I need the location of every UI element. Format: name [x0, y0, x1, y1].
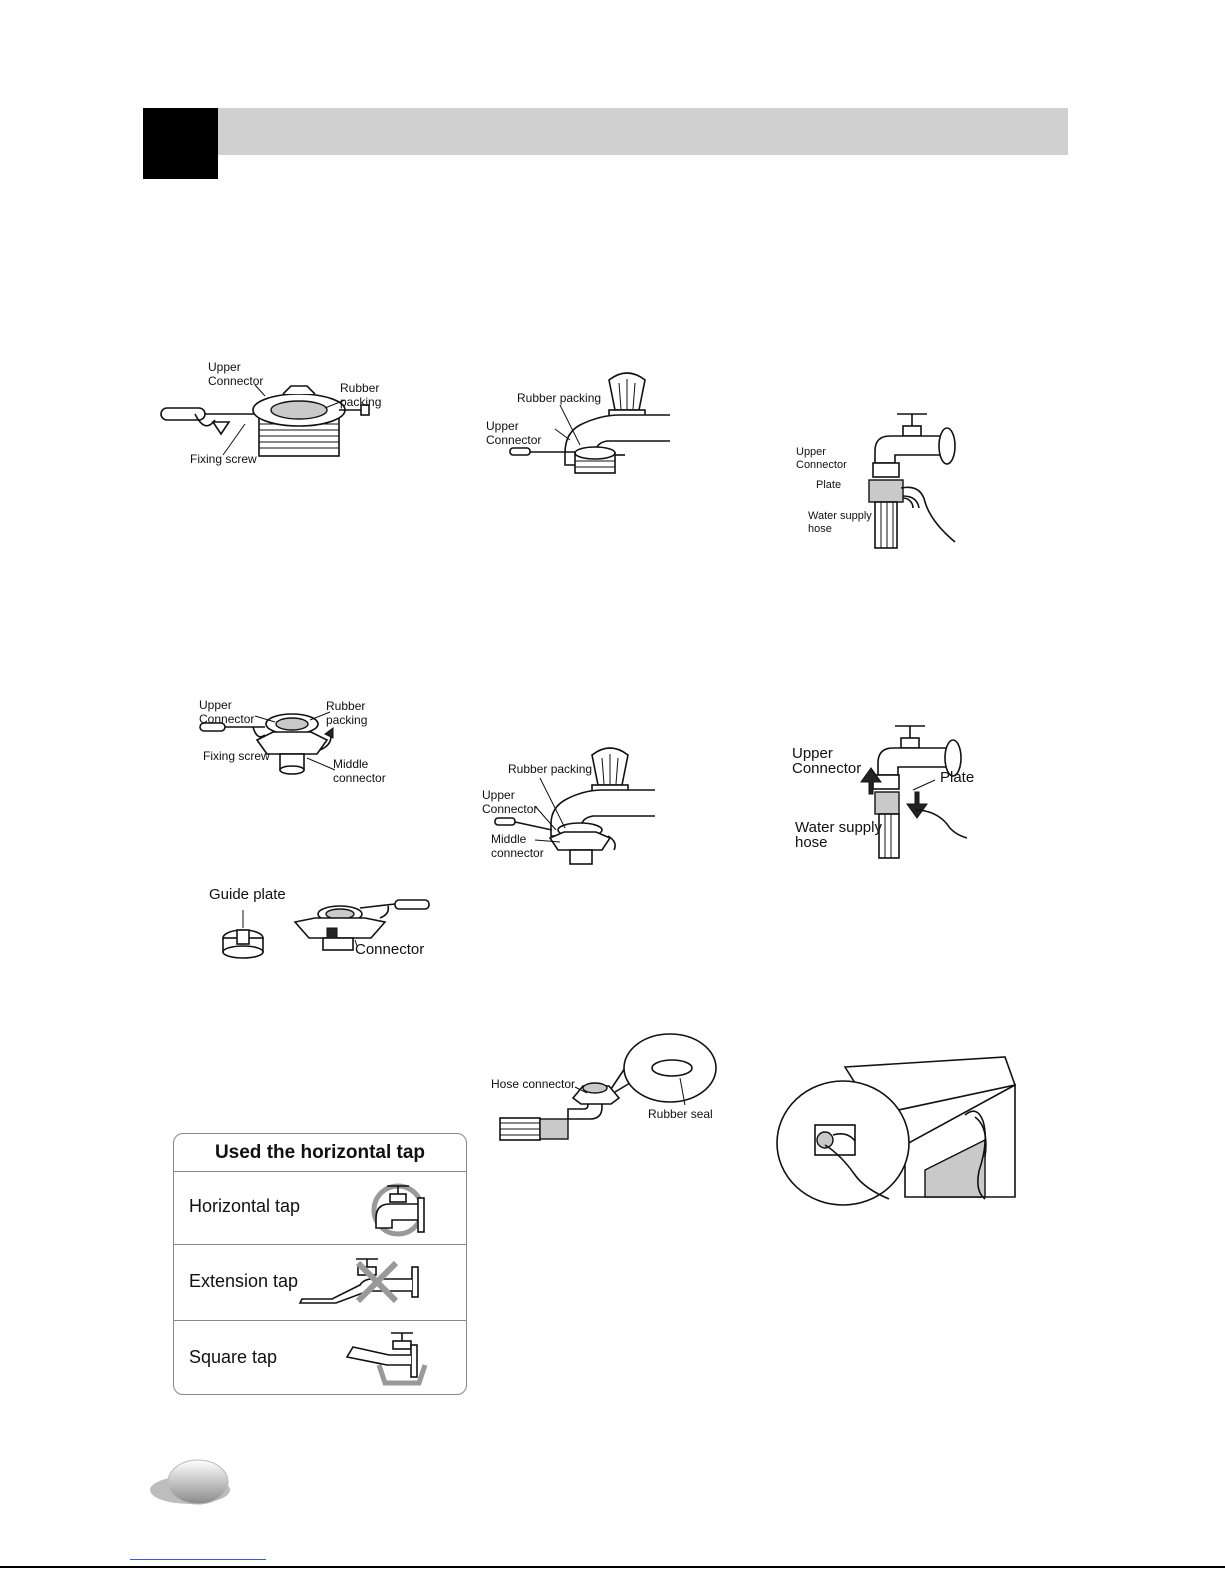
extension-tap-icon — [296, 1253, 436, 1315]
page-number-tab — [150, 1458, 232, 1508]
section-number-block — [143, 108, 218, 179]
label-fixing-screw: Fixing screw — [190, 452, 257, 466]
label-hose-connector: Hose connector — [491, 1077, 576, 1091]
label-rubber-seal: Rubber seal — [648, 1107, 713, 1121]
label-connector-7: Connector — [355, 941, 425, 958]
diagram-washer-rear — [775, 1055, 1020, 1200]
label-rubber-packing-2: Rubber packing — [517, 391, 602, 405]
tap-type-table — [173, 1133, 467, 1395]
label-rubber-packing-5: Rubber packing — [508, 762, 593, 776]
horizontal-tap-icon — [352, 1180, 442, 1240]
label-middle-connector-5: Middle connector — [491, 832, 544, 860]
label-rubber-packing-4: Rubber packing — [326, 699, 368, 727]
label-rubber-packing: Rubber packing — [340, 381, 382, 409]
tap-table-title: Used the horizontal tap — [174, 1134, 466, 1172]
label-plate: Plate — [816, 479, 842, 491]
tap-row-extension — [174, 1245, 466, 1321]
label-upper-connector-2: Upper Connector — [486, 419, 542, 447]
label-middle-connector-4: Middle connector — [333, 757, 386, 785]
label-upper-connector-5: Upper Connector — [482, 788, 538, 816]
section-header-bar — [143, 108, 1068, 155]
label-fixing-screw-4: Fixing screw — [203, 749, 270, 763]
tap-row-label: Horizontal tap — [189, 1196, 301, 1216]
label-guide-plate: Guide plate — [209, 886, 286, 903]
tap-row-label: Square tap — [189, 1347, 278, 1367]
label-plate-6: Plate — [940, 769, 975, 786]
label-upper-connector: Upper Connector — [208, 360, 264, 388]
label-water-supply-hose: Water supply hose — [808, 510, 872, 535]
tap-row-square — [174, 1321, 466, 1393]
footer-rule — [0, 1566, 1225, 1568]
label-upper-connector-4: Upper Connector — [199, 698, 255, 726]
label-upper-connector-6: Upper Connector — [792, 745, 862, 777]
tap-row-label: Extension tap — [189, 1271, 299, 1291]
label-water-supply-hose-6: Water supply hose — [795, 819, 882, 851]
label-upper-connector-3: Upper Connector — [796, 446, 847, 471]
footer-accent-line — [130, 1559, 266, 1560]
square-tap-icon — [339, 1329, 439, 1389]
tap-row-horizontal — [174, 1172, 466, 1245]
